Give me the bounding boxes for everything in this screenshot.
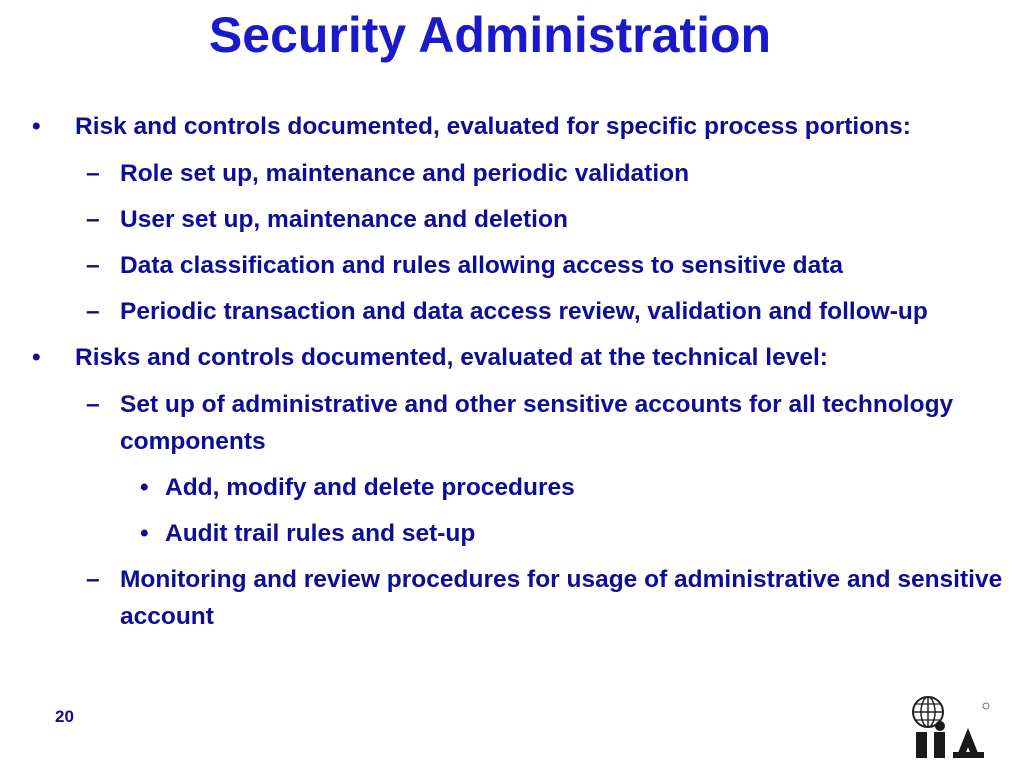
bullet-text: User set up, maintenance and deletion	[120, 206, 568, 233]
sub-bullet-item	[32, 386, 1022, 460]
bullet-text: Role set up, maintenance and periodic validation	[120, 160, 690, 187]
bullet-item	[32, 108, 1022, 145]
bullet-text: Risk and controls documented, evaluated for specific process portions:	[75, 113, 911, 140]
bullet-marker: –	[86, 206, 100, 233]
bullet-text: Set up of administrative and other sensitive accounts for all technology components	[120, 391, 954, 455]
bullet-marker: –	[86, 252, 100, 279]
bullet-text: Risks and controls documented, evaluated at the technical level:	[75, 344, 828, 371]
bullet-list	[32, 108, 1022, 644]
sub-sub-bullet-item	[32, 515, 1022, 552]
bullet-marker: –	[86, 160, 100, 187]
bullet-text: Monitoring and review procedures for usage of administrative and sensitive account	[120, 566, 1003, 630]
iia-logo	[910, 694, 992, 760]
bullet-text: Periodic transaction and data access review, validation and follow-up	[120, 298, 928, 325]
slide-title: Security Administration	[208, 7, 772, 63]
bullet-marker: •	[32, 113, 41, 140]
bullet-marker: –	[86, 566, 100, 593]
sub-sub-bullet-item	[32, 469, 1022, 506]
bullet-text: Data classification and rules allowing access to sensitive data	[120, 252, 844, 279]
sub-bullet-item	[32, 155, 1022, 192]
bullet-marker: –	[86, 298, 100, 325]
bullet-marker: •	[140, 520, 149, 547]
bullet-text: Add, modify and delete procedures	[165, 474, 575, 501]
iia-globe-logo-icon	[910, 694, 992, 760]
page-number: 20	[55, 707, 74, 726]
bullet-marker: •	[140, 474, 149, 501]
bullet-marker: –	[86, 391, 100, 418]
sub-bullet-item	[32, 293, 1022, 330]
sub-bullet-item	[32, 201, 1022, 238]
sub-bullet-item	[32, 561, 1022, 635]
bullet-item	[32, 339, 1022, 376]
sub-bullet-item	[32, 247, 1022, 284]
bullet-text: Audit trail rules and set-up	[165, 520, 476, 547]
bullet-marker: •	[32, 344, 41, 371]
